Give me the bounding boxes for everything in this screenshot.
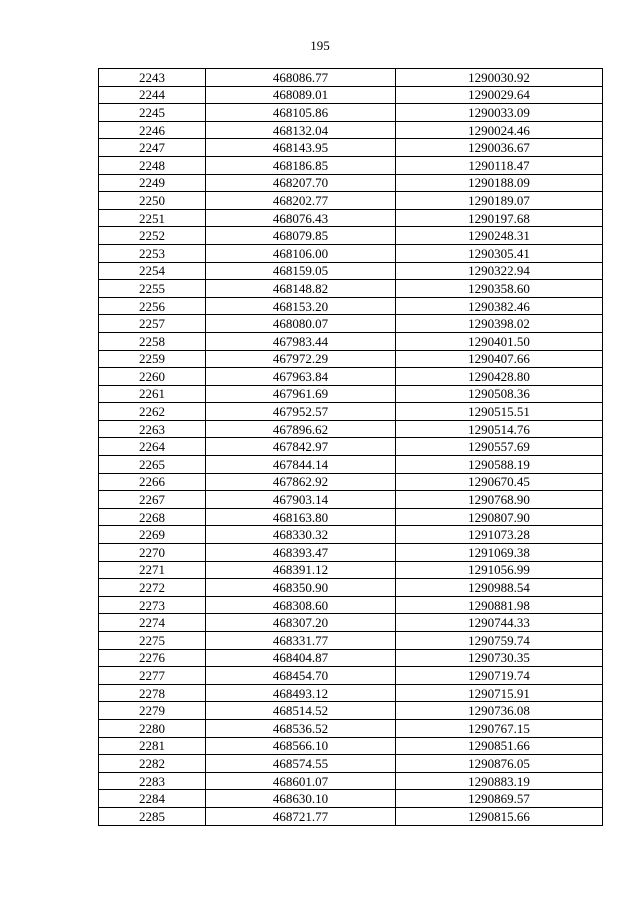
table-row <box>99 139 603 157</box>
table-row <box>99 737 603 755</box>
x-coordinate-cell: 468202.77 <box>206 192 396 210</box>
point-number-cell: 2251 <box>99 209 206 227</box>
table-row <box>99 632 603 650</box>
y-coordinate-cell: 1290322.94 <box>396 262 603 280</box>
point-number-cell: 2277 <box>99 667 206 685</box>
point-number-cell: 2272 <box>99 579 206 597</box>
point-number-cell: 2263 <box>99 420 206 438</box>
y-coordinate-cell: 1290736.08 <box>396 702 603 720</box>
x-coordinate-cell: 468308.60 <box>206 596 396 614</box>
y-coordinate-cell: 1291073.28 <box>396 526 603 544</box>
table-row <box>99 702 603 720</box>
y-coordinate-cell: 1290515.51 <box>396 403 603 421</box>
point-number-cell: 2261 <box>99 385 206 403</box>
x-coordinate-cell: 468080.07 <box>206 315 396 333</box>
coordinates-table <box>98 68 603 826</box>
y-coordinate-cell: 1290024.46 <box>396 121 603 139</box>
x-coordinate-cell: 468086.77 <box>206 69 396 87</box>
point-number-cell: 2276 <box>99 649 206 667</box>
x-coordinate-cell: 468105.86 <box>206 104 396 122</box>
table-row <box>99 156 603 174</box>
point-number-cell: 2268 <box>99 508 206 526</box>
y-coordinate-cell: 1290670.45 <box>396 473 603 491</box>
y-coordinate-cell: 1290036.67 <box>396 139 603 157</box>
point-number-cell: 2265 <box>99 456 206 474</box>
x-coordinate-cell: 468089.01 <box>206 86 396 104</box>
y-coordinate-cell: 1290197.68 <box>396 209 603 227</box>
y-coordinate-cell: 1290382.46 <box>396 297 603 315</box>
table-row <box>99 69 603 87</box>
table-row <box>99 86 603 104</box>
x-coordinate-cell: 468159.05 <box>206 262 396 280</box>
x-coordinate-cell: 468574.55 <box>206 755 396 773</box>
table-row <box>99 420 603 438</box>
point-number-cell: 2279 <box>99 702 206 720</box>
y-coordinate-cell: 1290188.09 <box>396 174 603 192</box>
point-number-cell: 2275 <box>99 632 206 650</box>
table-row <box>99 456 603 474</box>
point-number-cell: 2254 <box>99 262 206 280</box>
table-row <box>99 596 603 614</box>
y-coordinate-cell: 1290807.90 <box>396 508 603 526</box>
x-coordinate-cell: 467961.69 <box>206 385 396 403</box>
point-number-cell: 2284 <box>99 790 206 808</box>
point-number-cell: 2259 <box>99 350 206 368</box>
point-number-cell: 2252 <box>99 227 206 245</box>
x-coordinate-cell: 468601.07 <box>206 772 396 790</box>
x-coordinate-cell: 468132.04 <box>206 121 396 139</box>
y-coordinate-cell: 1290118.47 <box>396 156 603 174</box>
x-coordinate-cell: 467844.14 <box>206 456 396 474</box>
table-row <box>99 315 603 333</box>
table-row <box>99 579 603 597</box>
y-coordinate-cell: 1290881.98 <box>396 596 603 614</box>
point-number-cell: 2253 <box>99 244 206 262</box>
y-coordinate-cell: 1290248.31 <box>396 227 603 245</box>
table-row <box>99 508 603 526</box>
x-coordinate-cell: 468493.12 <box>206 684 396 702</box>
x-coordinate-cell: 468163.80 <box>206 508 396 526</box>
point-number-cell: 2262 <box>99 403 206 421</box>
point-number-cell: 2250 <box>99 192 206 210</box>
table-row <box>99 350 603 368</box>
x-coordinate-cell: 467896.62 <box>206 420 396 438</box>
x-coordinate-cell: 468330.32 <box>206 526 396 544</box>
point-number-cell: 2260 <box>99 368 206 386</box>
y-coordinate-cell: 1291056.99 <box>396 561 603 579</box>
point-number-cell: 2271 <box>99 561 206 579</box>
y-coordinate-cell: 1290767.15 <box>396 719 603 737</box>
x-coordinate-cell: 468566.10 <box>206 737 396 755</box>
x-coordinate-cell: 468207.70 <box>206 174 396 192</box>
point-number-cell: 2264 <box>99 438 206 456</box>
x-coordinate-cell: 468393.47 <box>206 544 396 562</box>
point-number-cell: 2257 <box>99 315 206 333</box>
point-number-cell: 2280 <box>99 719 206 737</box>
point-number-cell: 2267 <box>99 491 206 509</box>
point-number-cell: 2269 <box>99 526 206 544</box>
table-row <box>99 614 603 632</box>
y-coordinate-cell: 1290730.35 <box>396 649 603 667</box>
point-number-cell: 2255 <box>99 280 206 298</box>
table-row <box>99 209 603 227</box>
x-coordinate-cell: 468076.43 <box>206 209 396 227</box>
table-row <box>99 790 603 808</box>
table-row <box>99 719 603 737</box>
point-number-cell: 2281 <box>99 737 206 755</box>
table-row <box>99 227 603 245</box>
y-coordinate-cell: 1290588.19 <box>396 456 603 474</box>
x-coordinate-cell: 468514.52 <box>206 702 396 720</box>
y-coordinate-cell: 1290033.09 <box>396 104 603 122</box>
point-number-cell: 2244 <box>99 86 206 104</box>
table-row <box>99 491 603 509</box>
point-number-cell: 2283 <box>99 772 206 790</box>
point-number-cell: 2270 <box>99 544 206 562</box>
point-number-cell: 2274 <box>99 614 206 632</box>
x-coordinate-cell: 468153.20 <box>206 297 396 315</box>
y-coordinate-cell: 1290358.60 <box>396 280 603 298</box>
table-row <box>99 649 603 667</box>
point-number-cell: 2248 <box>99 156 206 174</box>
y-coordinate-cell: 1290869.57 <box>396 790 603 808</box>
x-coordinate-cell: 468307.20 <box>206 614 396 632</box>
y-coordinate-cell: 1290189.07 <box>396 192 603 210</box>
y-coordinate-cell: 1290508.36 <box>396 385 603 403</box>
y-coordinate-cell: 1290398.02 <box>396 315 603 333</box>
x-coordinate-cell: 468079.85 <box>206 227 396 245</box>
x-coordinate-cell: 468331.77 <box>206 632 396 650</box>
point-number-cell: 2285 <box>99 807 206 825</box>
point-number-cell: 2282 <box>99 755 206 773</box>
x-coordinate-cell: 468106.00 <box>206 244 396 262</box>
table-row <box>99 807 603 825</box>
table-row <box>99 174 603 192</box>
point-number-cell: 2273 <box>99 596 206 614</box>
table-row <box>99 368 603 386</box>
point-number-cell: 2266 <box>99 473 206 491</box>
x-coordinate-cell: 468186.85 <box>206 156 396 174</box>
x-coordinate-cell: 467903.14 <box>206 491 396 509</box>
y-coordinate-cell: 1290557.69 <box>396 438 603 456</box>
y-coordinate-cell: 1290719.74 <box>396 667 603 685</box>
table-row <box>99 755 603 773</box>
y-coordinate-cell: 1290305.41 <box>396 244 603 262</box>
y-coordinate-cell: 1290030.92 <box>396 69 603 87</box>
y-coordinate-cell: 1290851.66 <box>396 737 603 755</box>
y-coordinate-cell: 1290759.74 <box>396 632 603 650</box>
x-coordinate-cell: 468404.87 <box>206 649 396 667</box>
table-row <box>99 561 603 579</box>
x-coordinate-cell: 468391.12 <box>206 561 396 579</box>
x-coordinate-cell: 468350.90 <box>206 579 396 597</box>
x-coordinate-cell: 468148.82 <box>206 280 396 298</box>
table-row <box>99 772 603 790</box>
table-row <box>99 297 603 315</box>
x-coordinate-cell: 467862.92 <box>206 473 396 491</box>
y-coordinate-cell: 1290401.50 <box>396 332 603 350</box>
page-number: 195 <box>310 38 330 53</box>
x-coordinate-cell: 467842.97 <box>206 438 396 456</box>
table-row <box>99 403 603 421</box>
table-row <box>99 473 603 491</box>
x-coordinate-cell: 467952.57 <box>206 403 396 421</box>
y-coordinate-cell: 1290715.91 <box>396 684 603 702</box>
table-row <box>99 192 603 210</box>
x-coordinate-cell: 468630.10 <box>206 790 396 808</box>
table-row <box>99 104 603 122</box>
point-number-cell: 2258 <box>99 332 206 350</box>
point-number-cell: 2256 <box>99 297 206 315</box>
table-row <box>99 684 603 702</box>
y-coordinate-cell: 1290029.64 <box>396 86 603 104</box>
table-row <box>99 121 603 139</box>
point-number-cell: 2249 <box>99 174 206 192</box>
table-row <box>99 244 603 262</box>
table-row <box>99 332 603 350</box>
x-coordinate-cell: 468721.77 <box>206 807 396 825</box>
y-coordinate-cell: 1290768.90 <box>396 491 603 509</box>
table-row <box>99 385 603 403</box>
table-row <box>99 667 603 685</box>
x-coordinate-cell: 468454.70 <box>206 667 396 685</box>
y-coordinate-cell: 1290876.05 <box>396 755 603 773</box>
y-coordinate-cell: 1290407.66 <box>396 350 603 368</box>
y-coordinate-cell: 1290815.66 <box>396 807 603 825</box>
coordinates-table-body <box>99 69 603 826</box>
x-coordinate-cell: 467972.29 <box>206 350 396 368</box>
point-number-cell: 2245 <box>99 104 206 122</box>
y-coordinate-cell: 1290514.76 <box>396 420 603 438</box>
y-coordinate-cell: 1290428.80 <box>396 368 603 386</box>
x-coordinate-cell: 468143.95 <box>206 139 396 157</box>
table-row <box>99 280 603 298</box>
x-coordinate-cell: 467983.44 <box>206 332 396 350</box>
table-row <box>99 526 603 544</box>
table-row <box>99 438 603 456</box>
point-number-cell: 2243 <box>99 69 206 87</box>
point-number-cell: 2278 <box>99 684 206 702</box>
y-coordinate-cell: 1290988.54 <box>396 579 603 597</box>
point-number-cell: 2246 <box>99 121 206 139</box>
point-number-cell: 2247 <box>99 139 206 157</box>
x-coordinate-cell: 468536.52 <box>206 719 396 737</box>
y-coordinate-cell: 1291069.38 <box>396 544 603 562</box>
y-coordinate-cell: 1290744.33 <box>396 614 603 632</box>
table-row <box>99 262 603 280</box>
table-row <box>99 544 603 562</box>
x-coordinate-cell: 467963.84 <box>206 368 396 386</box>
y-coordinate-cell: 1290883.19 <box>396 772 603 790</box>
